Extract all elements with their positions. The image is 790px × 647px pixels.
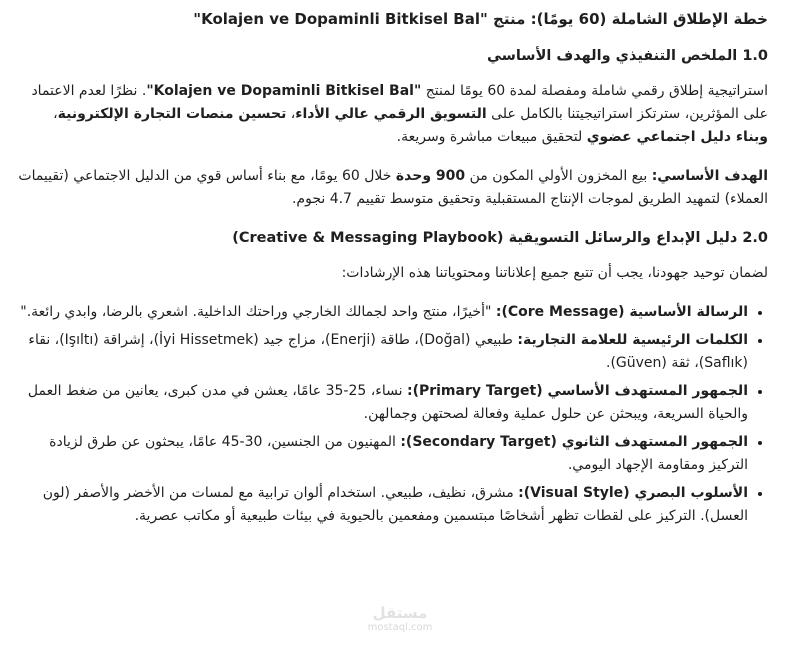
item-text: المهنيون من الجنسين، 30-45 عامًا، يبحثون عن طرق لزيادة التركيز ومقاومة الإجهاد اليومي. xyxy=(49,434,748,473)
list-item xyxy=(18,431,748,477)
item-text: "أخيرًا، منتج واحد لجمالك الخارجي وراحتك الداخلية. اشعري بالرضا، وابدي رائعة." xyxy=(20,304,496,320)
document-title: خطة الإطلاق الشاملة (60 يومًا): منتج "Kolajen ve Dopaminli Bitkisel Bal" xyxy=(193,10,768,28)
list-item xyxy=(18,329,748,375)
main-goal-paragraph xyxy=(18,165,768,211)
section-1-heading: 1.0 الملخص التنفيذي والهدف الأساسي xyxy=(486,48,768,64)
summary-bold: التسويق الرقمي عالي الأداء xyxy=(295,106,487,122)
list-item xyxy=(18,482,748,528)
item-label: الرسالة الأساسية (Core Message): xyxy=(495,304,748,320)
executive-summary-paragraph xyxy=(18,80,768,149)
item-label: الكلمات الرئيسية للعلامة التجارية: xyxy=(517,332,748,348)
summary-text: استراتيجية إطلاق رقمي شاملة ومفصلة لمدة 60 يومًا لمنتج xyxy=(421,83,768,99)
goal-units: 900 وحدة xyxy=(395,168,466,184)
product-name: "Kolajen ve Dopaminli Bitkisel Bal" xyxy=(146,83,422,99)
summary-text: لتحقيق مبيعات مباشرة وسريعة. xyxy=(396,129,587,145)
goal-text: بيع المخزون الأولي المكون من xyxy=(465,168,652,184)
watermark-url: mostaql.com xyxy=(367,622,433,633)
goal-text: خلال 60 يومًا، مع بناء أساس قوي من الدليل الاجتماعي (تقييمات العملاء) لتمهيد الطريق لموجات الإنتاج المستقبلية وتحقيق متوسط تقييم 4.7 نجوم. xyxy=(18,168,768,207)
item-label: الأسلوب البصري (Visual Style): xyxy=(518,485,748,501)
item-label: الجمهور المستهدف الأساسي (Primary Target): xyxy=(406,383,748,399)
summary-text: . نظرًا لعدم الاعتماد على المؤثرين، سترتكز استراتيجيتنا بالكامل على xyxy=(31,83,768,122)
summary-bold: وبناء دليل اجتماعي عضوي xyxy=(586,129,768,145)
item-label: الجمهور المستهدف الثانوي (Secondary Target): xyxy=(400,434,748,450)
list-item xyxy=(18,301,748,324)
watermark-logo: مستقل xyxy=(372,604,428,622)
section-2-heading: 2.0 دليل الإبداع والرسائل التسويقية (Creative & Messaging Playbook) xyxy=(232,230,768,246)
list-item xyxy=(18,380,748,426)
summary-text: ، xyxy=(286,106,296,122)
guidelines-intro: لضمان توحيد جهودنا، يجب أن تتبع جميع إعلاناتنا ومحتوياتنا هذه الإرشادات: xyxy=(341,265,768,281)
watermark xyxy=(350,604,450,633)
item-text: طبيعي (Doğal)، طاقة (Enerji)، مزاج جيد (İyi Hissetmek)، إشراقة (Işıltı)، نقاء (Saflık)، ثقة (Güven). xyxy=(28,332,748,371)
item-text: مشرق، نظيف، طبيعي. استخدام ألوان ترابية مع لمسات من الأخضر والأصفر (لون العسل). التركيز على لقطات تظهر أشخاصًا مبتسمين ومفعمين بالحيوية في بيئات طبيعية أو مكاتب عصرية. xyxy=(42,485,748,524)
goal-label: الهدف الأساسي: xyxy=(651,168,768,184)
summary-bold: تحسين منصات التجارة الإلكترونية xyxy=(57,106,287,122)
item-text: نساء، 25-35 عامًا، يعشن في مدن كبرى، يعانين من ضغط العمل والحياة السريعة، ويبحثن عن حلول عملية وفعالة لصحتهن وجمالهن. xyxy=(27,383,748,422)
guidelines-list xyxy=(18,301,768,528)
summary-text: ، xyxy=(53,106,58,122)
